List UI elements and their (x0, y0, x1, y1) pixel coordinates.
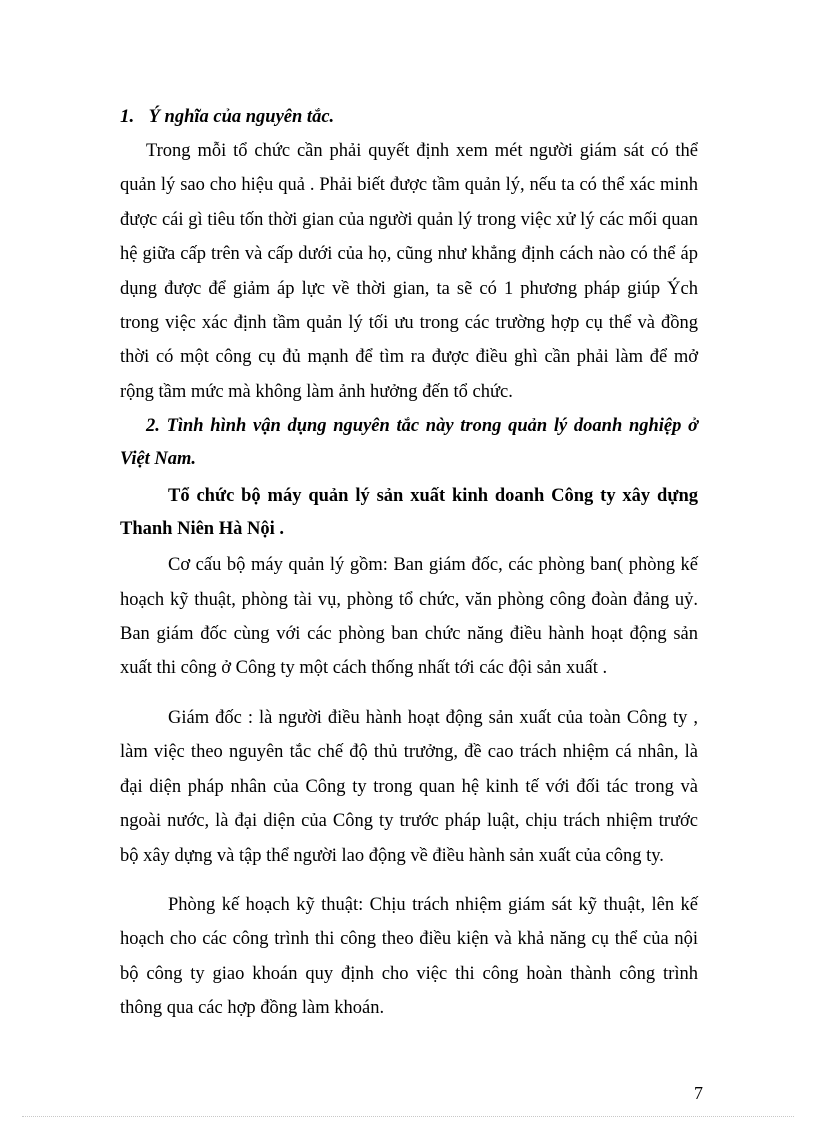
section-1-title: Ý nghĩa của nguyên tắc. (148, 107, 335, 127)
paragraph-principle-meaning: Trong mỗi tổ chức cần phải quyết định xem mét người giám sát có thể quản lý sao cho hiệu quả . Phải biết được tầm quản lý, nếu ta có thể xác minh được cái gì tiêu tốn thời gian của người quản lý trong việc xử lý các mối quan hệ giữa cấp trên và cấp dưới của họ, cũng như khẳng định cách nào có thể áp dụng được để giảm áp lực về thời gian, ta sẽ có 1 phương pháp giúp Ých trong việc xác định tầm quản lý tối ưu trong các trường hợp cụ thể và đồng thời có một công cụ đủ mạnh để tìm ra được điều ghì cần phải làm để mở rộng tầm mức mà không làm ảnh hưởng đến tổ chức. (120, 141, 698, 402)
paragraph-director: Giám đốc : là người điều hành hoạt động sản xuất của toàn Công ty , làm việc theo nguyên tắc chế độ thủ trưởng, đề cao trách nhiệm cá nhân, là đại diện pháp nhân của Công ty trong quan hệ kinh tế với đối tác trong và ngoài nước, là đại diện của Công ty trước pháp luật, chịu trách nhiệm trước bộ xây dựng và tập thể người lao động về điều hành sản xuất của công ty. (120, 707, 698, 866)
section-2-heading: 2. Tình hình vận dụng nguyên tắc này trong quản lý doanh nghiệp ở Việt Nam. (120, 416, 698, 470)
page-number: 7 (694, 1083, 703, 1103)
section-1-number: 1. (120, 106, 135, 127)
page-bottom-border (22, 1116, 794, 1117)
paragraph-management-structure: Cơ cấu bộ máy quản lý gồm: Ban giám đốc, các phòng ban( phòng kế hoạch kỹ thuật, phòng tài vụ, phòng tổ chức, văn phòng công đoàn đảng uỷ. Ban giám đốc cùng với các phòng ban chức năng điều hành hoạt động sản xuất thi công ở Công ty một cách thống nhất tới các đội sản xuất . (120, 555, 698, 679)
organization-subheading: Tổ chức bộ máy quản lý sản xuất kinh doanh Công ty xây dựng Thanh Niên Hà Nội . (120, 486, 698, 540)
page-content (120, 100, 698, 1026)
section-1-heading (120, 100, 698, 134)
paragraph-planning-department: Phòng kế hoạch kỹ thuật: Chịu trách nhiệm giám sát kỹ thuật, lên kế hoạch cho các công trình thi công theo điều kiện và khả năng cụ thể của nội bộ công ty giao khoán quy định cho việc thi công hoàn thành công trình thông qua các hợp đồng làm khoán. (120, 894, 698, 1019)
